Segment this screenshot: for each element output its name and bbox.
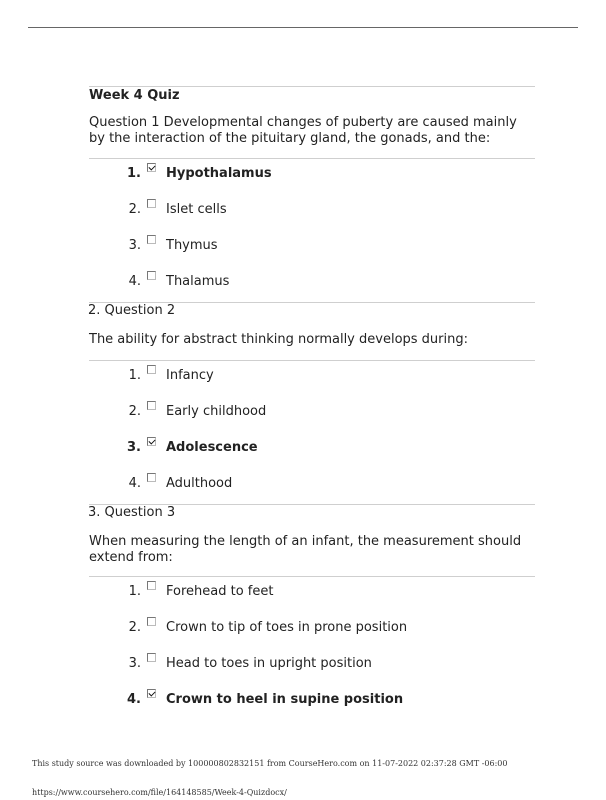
option-label: Crown to heel in supine position (166, 692, 404, 707)
option-label: Crown to tip of toes in prone position (166, 620, 408, 635)
question-2-option-4[interactable] (125, 474, 232, 492)
question-3-option-2[interactable] (125, 618, 407, 636)
option-number: 1. (128, 368, 141, 383)
checkbox-icon[interactable] (147, 235, 156, 244)
quiz-title: Week 4 Quiz (89, 88, 180, 103)
checkbox-icon[interactable] (147, 581, 156, 590)
checkbox-icon[interactable] (147, 401, 156, 410)
question-3-option-3[interactable] (125, 654, 372, 672)
option-number: 3. (127, 440, 141, 455)
question-2-option-3[interactable] (125, 438, 258, 456)
question-1-option-3[interactable] (125, 236, 218, 254)
checked-checkbox-icon[interactable] (147, 437, 156, 446)
question-2-option-1[interactable] (125, 366, 214, 384)
question-3-text: When measuring the length of an infant, the measurement should extend from: (89, 534, 522, 565)
option-number: 4. (128, 274, 141, 289)
question-3-option-1[interactable] (125, 582, 273, 600)
question-2-option-2[interactable] (125, 402, 266, 420)
question-2-text: The ability for abstract thinking normally develops during: (89, 332, 468, 347)
option-number: 2. (128, 202, 141, 217)
option-label: Adolescence (166, 440, 258, 455)
option-label: Early childhood (166, 404, 267, 419)
option-label: Thymus (166, 238, 218, 253)
page-top-rule (28, 27, 578, 28)
question-3-heading: 3. Question 3 (88, 505, 176, 520)
option-label: Thalamus (166, 274, 230, 289)
question-3-option-4[interactable] (125, 690, 403, 708)
option-number: 3. (128, 238, 141, 253)
question-2-heading: 2. Question 2 (88, 303, 176, 318)
option-number: 4. (128, 476, 141, 491)
option-label: Hypothalamus (166, 166, 272, 181)
divider (89, 158, 535, 159)
checked-checkbox-icon[interactable] (147, 689, 156, 698)
checkbox-icon[interactable] (147, 473, 156, 482)
question-1-option-4[interactable] (125, 272, 229, 290)
download-note: This study source was downloaded by 100000802832151 from CourseHero.com on 11-07-2022 02:37:28 GMT -06:00 (32, 759, 508, 768)
option-label: Adulthood (166, 476, 233, 491)
source-url[interactable]: https://www.coursehero.com/file/164148585/Week-4-Quizdocx/ (32, 788, 287, 797)
divider (89, 360, 535, 361)
option-number: 4. (127, 692, 141, 707)
option-label: Forehead to feet (166, 584, 274, 599)
divider (89, 576, 535, 577)
checkbox-icon[interactable] (147, 617, 156, 626)
question-1-text: Question 1 Developmental changes of puberty are caused mainly by the interaction of the pituitary gland, the gonads, and the: (89, 115, 517, 146)
option-number: 2. (128, 620, 141, 635)
checkbox-icon[interactable] (147, 365, 156, 374)
option-number: 1. (128, 584, 141, 599)
option-label: Infancy (166, 368, 214, 383)
checkbox-icon[interactable] (147, 653, 156, 662)
option-label: Head to toes in upright position (166, 656, 372, 671)
checkbox-icon[interactable] (147, 271, 156, 280)
question-1-option-2[interactable] (125, 200, 227, 218)
option-number: 3. (128, 656, 141, 671)
checkbox-icon[interactable] (147, 199, 156, 208)
option-label: Islet cells (166, 202, 227, 217)
option-number: 1. (127, 166, 141, 181)
divider (89, 86, 535, 87)
question-1-option-1[interactable] (125, 164, 272, 182)
checked-checkbox-icon[interactable] (147, 163, 156, 172)
option-number: 2. (128, 404, 141, 419)
